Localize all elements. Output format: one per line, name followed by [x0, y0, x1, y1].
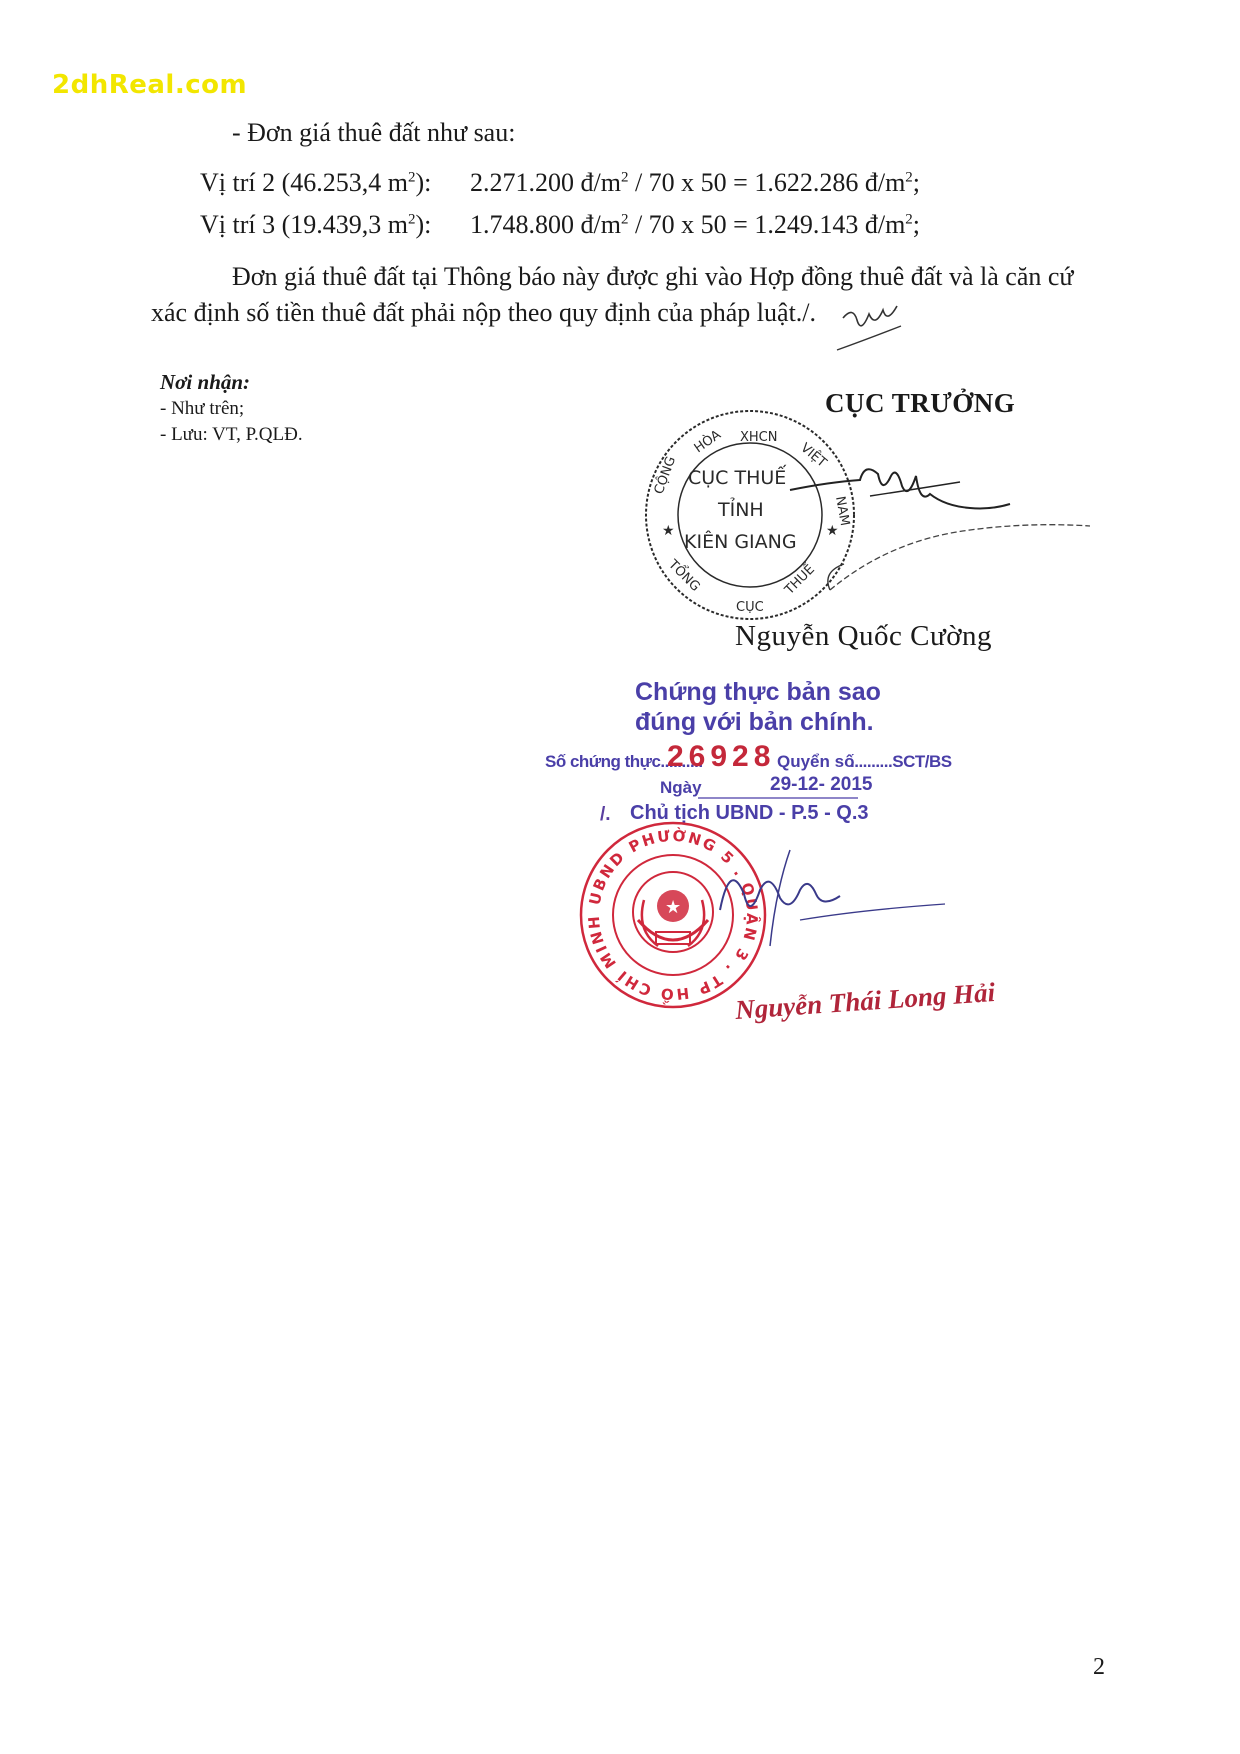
chairman-name: Nguyễn Thái Long Hải	[734, 976, 996, 1026]
signature-title: CỤC TRƯỞNG	[825, 388, 1016, 418]
seal-center-line: KIÊN GIANG	[684, 531, 797, 553]
chairman-signature	[700, 850, 960, 970]
certification-line-2: đúng với bản chính.	[635, 708, 874, 736]
seal-ring-text: XHCN	[740, 430, 778, 445]
initials-signature	[835, 298, 905, 358]
director-signature	[770, 460, 1100, 610]
seal-center-line: TỈNH	[718, 499, 764, 521]
svg-text:★: ★	[826, 524, 839, 539]
cert-date-value: 29-12- 2015	[770, 774, 873, 795]
certification-line-1: Chứng thực bản sao	[635, 678, 881, 706]
cert-number-value: 26928	[667, 740, 776, 773]
price-row-1	[200, 168, 960, 202]
cert-number-label: Số chứng thực..........	[545, 752, 703, 771]
recipient-item: - Như trên;	[160, 398, 245, 419]
cert-approval-mark: /.	[600, 804, 611, 825]
svg-text:★: ★	[665, 897, 682, 917]
price-row-2	[200, 210, 960, 244]
seal-ring-text: VIỆT	[797, 440, 830, 471]
cert-chairman: Chủ tịch UBND - P.5 - Q.3	[630, 802, 869, 824]
seal-ring-text: CỤC	[736, 600, 764, 615]
seal-ring-text: NAM	[832, 495, 853, 528]
price-row-label: Vị trí 2 (46.253,4 $m^2$):	[200, 168, 432, 197]
seal-ring-text: TỔNG	[665, 557, 703, 595]
page-number: 2	[1093, 1654, 1105, 1680]
svg-text:★: ★	[662, 524, 675, 539]
watermark-logo-text: 2dhReal.com	[52, 70, 248, 100]
seal-ring-text: THUẾ	[782, 562, 818, 598]
certification-number-row	[545, 742, 965, 778]
recipients-title: Nơi nhận:	[160, 370, 251, 394]
ward-seal-ring-text: UBND PHƯỜNG 5 . QUẬN 3 . TP HỒ CHÍ MINH	[584, 826, 762, 1004]
cert-sct-label: ..........SCT/BS	[850, 752, 952, 771]
recipient-item: - Lưu: VT, P.QLĐ.	[160, 424, 303, 445]
cert-book-label: Quyển số	[777, 752, 855, 771]
paragraph-line-2: xác định số tiền thuê đất phải nộp theo quy định của pháp luật./.	[151, 298, 817, 327]
seal-ring-text: HÒA	[691, 427, 724, 457]
paragraph-line-1: Đơn giá thuê đất tại Thông báo này được ghi vào Hợp đồng thuê đất và là căn cứ	[232, 262, 1074, 291]
intro-line: - Đơn giá thuê đất như sau:	[232, 118, 516, 147]
cert-date-underline	[698, 796, 858, 800]
seal-center-line: CỤC THUẾ	[688, 467, 787, 489]
seal-ring-text: CỘNG	[651, 454, 680, 497]
signer-name: Nguyễn Quốc Cường	[735, 620, 993, 652]
price-row-value: 1.748.800 $đ/m^2 / 70$ x 50 = 1.249.143 $đ/m^2$;	[470, 210, 921, 239]
price-row-value: 2.271.200 $đ/m^2 / 70$ x 50 = 1.622.286 $đ/m^2$;	[470, 168, 921, 197]
cert-date-label: Ngày	[660, 778, 702, 797]
price-row-label: Vị trí 3 (19.439,3 $m^2$):	[200, 210, 432, 239]
